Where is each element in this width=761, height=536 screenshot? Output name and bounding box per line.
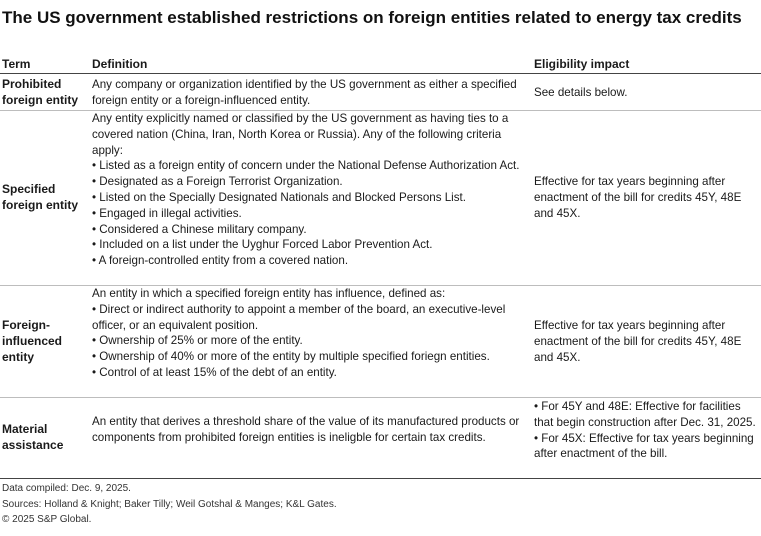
figure-title: The US government established restrictions on foreign entities related to energy tax credits <box>2 8 742 27</box>
column-header-definition: Definition <box>92 57 148 71</box>
impact-material-assistance <box>534 399 760 462</box>
term-specified-foreign-entity: Specified foreign entity <box>2 182 79 212</box>
definition-foreign-influenced-entity <box>92 286 530 381</box>
criteria-bullet: • Direct or indirect authority to appoint a member of the board, an executive-level officer, or an equivalent position. <box>92 302 506 332</box>
criteria-bullet: • Designated as a Foreign Terrorist Organization. <box>92 175 343 189</box>
impact-bullet: • For 45Y and 48E: Effective for facilities that begin construction after Dec. 31, 2025. <box>534 400 756 429</box>
definition-prohibited-foreign-entity: Any company or organization identified by the US government as either a specified foreign entity or a foreign-influenced entity. <box>92 78 517 107</box>
criteria-bullet: • A foreign-controlled entity from a covered nation. <box>92 254 349 268</box>
definition-material-assistance: An entity that derives a threshold share of the value of its manufactured products or components from prohibited foreign entities is ineligble for certain tax credits. <box>92 415 520 444</box>
criteria-bullet: • Ownership of 25% or more of the entity. <box>92 334 303 348</box>
impact-foreign-influenced-entity: Effective for tax years beginning after enactment of the bill for credits 45Y, 48E and 45X. <box>534 319 742 364</box>
criteria-bullet: • Considered a Chinese military company. <box>92 222 307 236</box>
header-rule <box>0 73 761 74</box>
definition-intro: Any entity explicitly named or classified by the US government as having ties to a covered nation (China, Iran, North Korea or Russia). Any of the following criteria apply: <box>92 112 509 157</box>
column-header-impact: Eligibility impact <box>534 57 630 71</box>
term-material-assistance: Material assistance <box>2 422 64 452</box>
impact-prohibited-foreign-entity: See details below. <box>534 86 628 99</box>
term-prohibited-foreign-entity: Prohibited foreign entity <box>2 77 79 107</box>
row-divider <box>0 397 761 398</box>
criteria-bullet: • Ownership of 40% or more of the entity by multiple specified foriegn entities. <box>92 350 490 364</box>
footnote-sources: Sources: Holland & Knight; Baker Tilly; Weil Gotshal & Manges; K&L Gates. <box>2 499 337 510</box>
criteria-bullet: • Listed on the Specially Designated Nationals and Blocked Persons List. <box>92 190 466 204</box>
criteria-bullet: • Control of at least 15% of the debt of an entity. <box>92 365 337 379</box>
table-bottom-rule <box>0 478 761 479</box>
column-header-term: Term <box>2 57 31 71</box>
footnote-data-compiled: Data compiled: Dec. 9, 2025. <box>2 483 131 494</box>
footnote-copyright: © 2025 S&P Global. <box>2 514 92 525</box>
impact-specified-foreign-entity: Effective for tax years beginning after enactment of the bill for credits 45Y, 48E and 45X. <box>534 175 742 220</box>
term-foreign-influenced-entity: Foreign-influenced entity <box>2 318 63 364</box>
criteria-bullet: • Included on a list under the Uyghur Forced Labor Prevention Act. <box>92 238 433 252</box>
definition-specified-foreign-entity <box>92 111 530 269</box>
definition-intro: An entity in which a specified foreign entity has influence, defined as: <box>92 287 446 300</box>
criteria-bullet: • Listed as a foreign entity of concern under the National Defense Authorization Act. <box>92 159 520 173</box>
impact-bullet: • For 45X: Effective for tax years beginning after enactment of the bill. <box>534 431 754 461</box>
criteria-bullet: • Engaged in illegal activities. <box>92 206 242 220</box>
